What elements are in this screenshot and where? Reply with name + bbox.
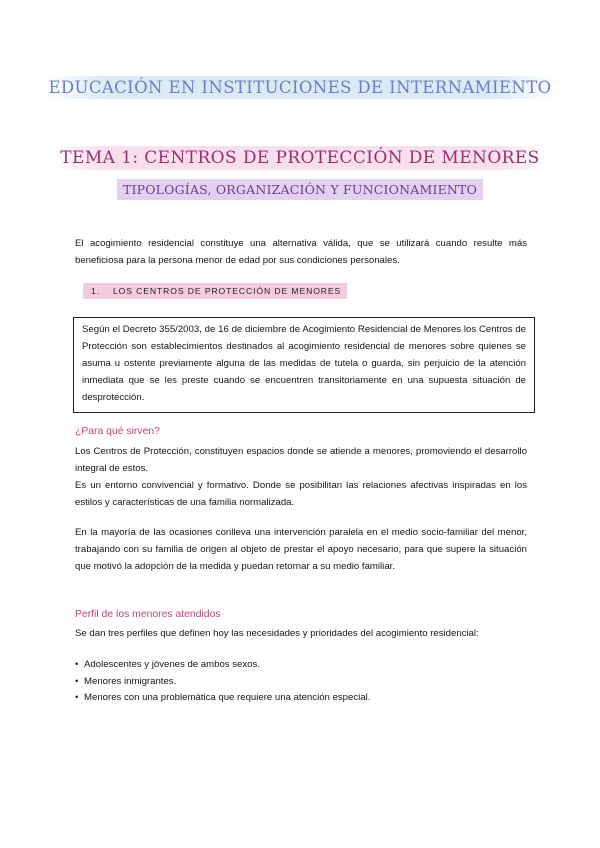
decree-definition-box: Según el Decreto 355/2003, de 16 de diciembre de Acogimiento Residencial de Menores los Centros de Protección son establecimientos destinados al acogimiento residencial de menores sobre quienes se asuma u ostente previamente alguna de las medidas de tutela o guarda, sin perjuicio de la atención inmediata que se les preste cuando se encuentren transitoriamente en una supuesta situación de desprotección.: [73, 317, 535, 413]
main-title: [0, 76, 600, 99]
subtitle: [0, 179, 600, 200]
list-item: • Menores con una problemática que requiere una atención especial.: [75, 690, 370, 707]
perfil-heading: Perfil de los menores atendidos: [75, 609, 221, 620]
para-que-paragraph-2: Es un entorno convivencial y formativo. Donde se posibilitan las relaciones afectivas inspiradas en los estilos y características de una familia normalizada.: [75, 480, 527, 508]
section-heading: [83, 283, 347, 299]
tema-title: [0, 146, 600, 170]
section-number: 1.: [91, 286, 100, 296]
list-item: • Menores inmigrantes.: [75, 674, 370, 691]
section-title: LOS CENTROS DE PROTECCIÓN DE MENORES: [113, 286, 342, 296]
para-que-paragraph-3: En la mayoría de las ocasiones conlleva una intervención paralela en el medio socio-familiar del menor, trabajando con su familia de origen al objeto de prestar el apoyo necesario, para que supere la situación que motivó la adopción de la medida y puedan retornar a su medio familiar.: [75, 527, 527, 572]
list-item: • Adolescentes y jóvenes de ambos sexos.: [75, 657, 370, 674]
subtitle-text: TIPOLOGÍAS, ORGANIZACIÓN Y FUNCIONAMIENTO: [117, 179, 483, 200]
perfil-list: [75, 657, 370, 707]
intro-paragraph: El acogimiento residencial constituye una alternativa válida, que se utilizará cuando resulte más beneficiosa para la persona menor de edad por sus condiciones personales.: [75, 238, 527, 266]
para-que-paragraph-1: Los Centros de Protección, constituyen espacios donde se atiende a menores, promoviendo el desarrollo integral de estos.: [75, 446, 527, 474]
tema-title-text: TEMA 1: CENTROS DE PROTECCIÓN DE MENORES: [54, 146, 545, 170]
main-title-text: EDUCACIÓN EN INSTITUCIONES DE INTERNAMIENTO: [44, 76, 555, 99]
perfil-intro: Se dan tres perfiles que definen hoy las necesidades y prioridades del acogimiento residencial:: [75, 628, 479, 639]
para-que-heading: ¿Para qué sirven?: [75, 426, 160, 437]
